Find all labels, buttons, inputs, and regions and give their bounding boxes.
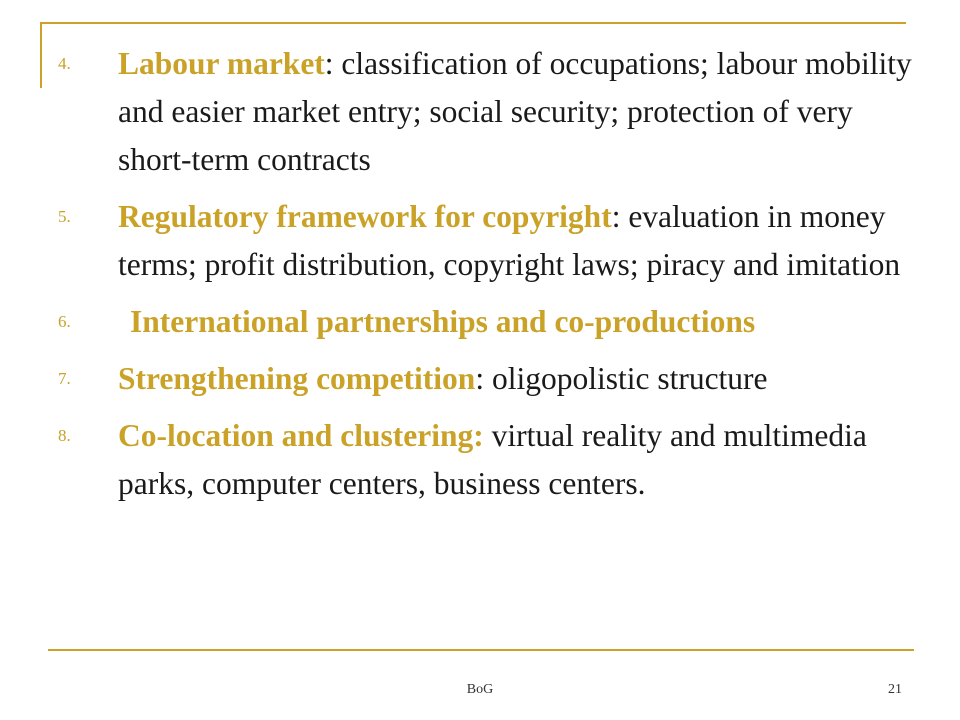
item-number: 4. <box>58 54 71 73</box>
list-item <box>58 298 928 346</box>
list-item <box>58 193 928 289</box>
left-rule <box>40 22 42 88</box>
footer-label: BoG <box>466 682 494 697</box>
item-number: 8. <box>58 426 71 445</box>
item-number: 7. <box>58 369 71 388</box>
numbered-list <box>58 40 928 517</box>
item-text: : oligopolistic structure <box>475 361 768 396</box>
item-heading: Labour market <box>118 46 325 81</box>
list-item <box>58 355 928 403</box>
page-number: 21 <box>888 682 902 697</box>
item-text: virtual reality and multimedia parks, computer centers, business centers. <box>118 418 867 501</box>
item-number: 6. <box>58 312 71 331</box>
bottom-rule <box>48 649 914 651</box>
item-number: 5. <box>58 207 71 226</box>
list-item <box>58 412 928 508</box>
item-heading: Strengthening competition <box>118 361 476 396</box>
item-text: : classification of occupations; labour mobility and easier market entry; social security; protection of very short-term contracts <box>118 46 912 177</box>
item-heading: International partnerships and co-productions <box>130 304 756 339</box>
item-heading: Regulatory framework for copyright <box>118 199 612 234</box>
list-item <box>58 40 928 184</box>
item-text: : evaluation in money terms; profit distribution, copyright laws; piracy and imitation <box>118 199 901 282</box>
item-heading: Co-location and clustering: <box>118 418 484 453</box>
top-rule <box>40 22 906 24</box>
